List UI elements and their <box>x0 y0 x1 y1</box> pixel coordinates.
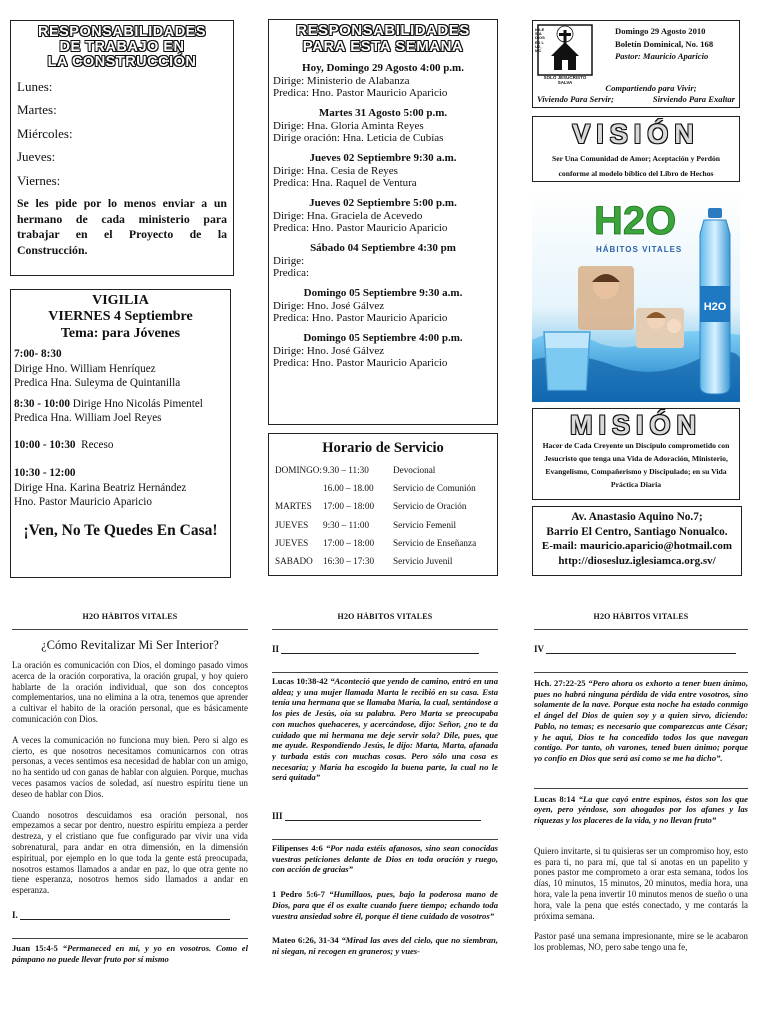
verse-block <box>272 935 498 956</box>
section-label: IV <box>534 644 544 654</box>
schedule-line: Dirige oración: Hna. Leticia de Cubías <box>273 132 444 144</box>
logo-text-bottom: SOLO JESUCRISTO SALVA <box>543 75 587 85</box>
vigil-closing: ¡Ven, No Te Quedes En Casa! <box>23 521 218 539</box>
vigil-box <box>10 289 231 578</box>
verse-ref: Mateo 6:26, 31-34 <box>272 935 339 946</box>
section-label: III <box>272 811 283 822</box>
mission-text: Hacer de Cada Creyente un Discípulo comprometido con Jesucristo que tenga una Vida de Adoración, Ministerio, Evangelismo, Compañerismo y Discipulado; en su Vida Práctica Diaria <box>542 441 730 489</box>
motto-line-1: Compartiendo para Vivir; <box>605 83 697 93</box>
service-day: JUEVES <box>275 537 309 548</box>
schedule-line: Dirige: Hna. Graciela de Acevedo <box>273 209 423 222</box>
service-row <box>275 479 491 497</box>
schedule-line: Dirige: Hno. José Gálvez <box>273 299 385 312</box>
vigil-date: VIERNES 4 Septiembre <box>48 309 193 324</box>
church-logo-icon <box>537 24 593 82</box>
service-time: 17:00 – 18:00 <box>323 501 375 512</box>
schedule-head: Sábado 04 Septiembre 4:30 pm <box>310 241 456 254</box>
motto-part-b: Sirviendo Para Exaltar <box>652 94 735 104</box>
address-box <box>532 506 742 576</box>
service-day: SABADO <box>275 556 313 567</box>
section-i <box>12 910 248 920</box>
verse-text: “Por nada estéis afanosos, sino sean conocidas vuestras peticiones delante de Dios en toda oración y ruego, con acción de gracias” <box>272 843 498 875</box>
schedule-line: Predica: Hno. Pastor Mauricio Aparicio <box>273 357 448 369</box>
work-title-line-1: RESPONSABILIDADES <box>37 24 207 40</box>
schedule-line: Dirige: <box>273 254 305 267</box>
schedule-line: Dirige: Hno. José Gálvez <box>273 344 385 357</box>
vigil-line: Predica Hna. Suleyma de Quintanilla <box>14 377 181 389</box>
schedule-item <box>273 332 493 370</box>
verse-ref: Filipenses 4:6 <box>272 843 323 854</box>
service-day: MARTES <box>275 501 312 512</box>
verse-text: “Humillaos, pues, bajo la poderosa mano de Dios, para que él os exalte cuando fuere tiempo; echando toda vuestra ansiedad sobre él, porque él tiene cuidado de vosotros” <box>272 889 498 921</box>
bottle-label: H2O <box>703 301 727 313</box>
verse-ref: Lucas 8:14 <box>534 793 576 804</box>
address-website[interactable]: http://diosesluz.iglesiamca.org.sv/ <box>558 554 716 567</box>
column-1 <box>12 612 248 1024</box>
week-title-line-2: PARA ESTA SEMANA <box>302 37 464 55</box>
service-row <box>275 461 491 479</box>
mission-title: MISIÓN <box>569 410 702 440</box>
verse-text: “La que cayó entre espinos, éstos son los que oyen, pero yéndose, son ahogados por los afanes y las riquezas y los placeres de la vida, y no llevan fruto” <box>534 793 748 826</box>
h2o-ad-image <box>532 190 740 402</box>
section-iii <box>272 811 498 821</box>
article-paragraph: Cuando nosotros descuidamos esa oración personal, nos empezamos a secar por dentro, nuestro espíritu empieza a perder destreza, y el cristiano que fue configurado par vivir una vida sobrenatural, para andar en otra dimensión, en la dimensión espiritual, por ejemplo en lo que toda la gente está preocupada, nosotros estamos llamados a andar en paz, lo que otra gente no tiene esperanza, nosotros hemos sido llamados a andar en esperanza. <box>12 809 248 896</box>
week-responsibilities-box <box>268 19 498 425</box>
schedule-line: Dirige: Ministerio de Alabanza <box>273 74 410 87</box>
bulletin-date: Domingo 29 Agosto 2010 <box>615 26 706 36</box>
vigil-line: Dirige Hna. Karina Beatriz Hernández <box>14 481 187 494</box>
vigil-line: Dirige Hno Nicolás Pimentel <box>72 397 203 410</box>
address-line-2: Barrio El Centro, Santiago Nonualco. <box>546 525 728 538</box>
service-row <box>275 552 491 570</box>
week-title <box>273 23 493 55</box>
vigil-time-2: 8:30 - 10:00 <box>14 397 70 410</box>
vigil-block-2 <box>14 397 227 426</box>
week-title-line-1: RESPONSABILIDADES <box>296 22 470 39</box>
work-note: Se les pide por lo menos enviar a un hermano de cada ministerio para trabajar en el Proyecto de la Construcción. <box>17 196 227 257</box>
service-row <box>275 497 491 515</box>
service-time: 9:30 – 11:00 <box>323 519 370 530</box>
church-logo <box>535 24 593 85</box>
verse-text: “Pero ahora os exhorto a tener buen ánimo, pues no habrá ninguna pérdida de vida entre vosotros, sino solamente de la nave. Porque esta noche ha estado conmigo el ángel del Dios de quien soy y a quien sirvo, diciendo: Pablo, no temas; es necesario que comparezcas ante César; y he aquí, Dios te ha concedido todos los que navegan contigo. Por tanto, oh varones, tened buen ánimo; porque yo confío en Dios que será así como se me ha dicho”. <box>534 678 748 763</box>
schedule-item <box>273 107 493 145</box>
verse-block <box>272 676 498 783</box>
service-day: JUEVES <box>275 519 309 530</box>
closing-paragraph: Pastor pasé una semana impresionante, mire se le acabaron los problemas, NO, pero sabe tengo una fe, <box>534 931 748 953</box>
column-3-header: H2O HÁBITOS VITALES <box>593 612 689 621</box>
verse-text: “Permaneced en mí, y yo en vosotros. Como el pámpano no puede llevar fruto por sí mismo <box>12 942 248 964</box>
blank-line <box>546 644 736 654</box>
section-label: II <box>272 644 280 654</box>
section-ii <box>272 644 498 654</box>
verse-text: “Mirad las aves del cielo, que no siembran, ni siegan, ni recogen en graneros; y vues- <box>272 935 498 956</box>
column-3 <box>534 612 748 1024</box>
vigil-line: Receso <box>81 438 114 451</box>
verse-ref: Lucas 10:38-42 <box>272 676 328 686</box>
vigil-time-4: 10:30 - 12:00 <box>14 467 76 479</box>
schedule-line: Dirige: Hna. Cesia de Reyes <box>273 164 398 177</box>
schedule-head: Domingo 05 Septiembre 4:00 p.m. <box>303 331 463 344</box>
vigil-title: VIGILIA <box>92 293 149 308</box>
schedule-line: Dirige: Hna. Gloria Aminta Reyes <box>273 119 424 132</box>
day-tuesday: Martes: <box>17 102 57 118</box>
motto-part-a: Viviendo Para Servir; <box>537 94 614 104</box>
service-day: DOMINGO: <box>275 465 322 475</box>
closing-text <box>534 846 748 953</box>
work-title <box>17 25 227 71</box>
work-title-line-3: LA CONSTRUCCIÓN <box>47 54 197 71</box>
schedule-item <box>273 287 493 325</box>
service-time: 9.30 – 11:30 <box>323 465 369 475</box>
verse-ref: Juan 15:4-5 <box>12 942 58 953</box>
verse-block <box>272 843 498 875</box>
work-title-line-2: DE TRABAJO EN <box>59 39 185 56</box>
bulletin-pastor: Pastor: Mauricio Aparicio <box>615 51 709 61</box>
mission-box <box>532 408 740 500</box>
section-label: I. <box>12 909 18 920</box>
vigil-time-1: 7:00- 8:30 <box>14 348 62 360</box>
vigil-line: Predica Hna. William Joel Reyes <box>14 412 162 424</box>
article-paragraph: La oración es comunicación con Dios, el domingo pasado vimos acerca de la oración corporativa, la oración grupal, y hoy quiero hablarte de la oración individual, que son dos conceptos complementarios, una no elimina a la otra, tenemos que aprender a cultivar el habito de la oración personal, que es básicamente comunicación con Dios. <box>12 660 248 724</box>
service-name: Servicio Femenil <box>393 519 457 530</box>
week-schedule <box>273 62 493 370</box>
verse-block <box>272 889 498 921</box>
blank-line <box>20 910 230 920</box>
schedule-item <box>273 62 493 100</box>
section-iv <box>534 644 748 654</box>
article-body <box>12 660 248 896</box>
bulletin-motto <box>535 83 737 105</box>
service-name: Servicio de Comunión <box>393 483 476 494</box>
schedule-line: Predica: Hna. Raquel de Ventura <box>273 177 417 189</box>
address-email[interactable]: E-mail: mauricio.aparicio@hotmail.com <box>541 540 733 552</box>
verse-block <box>12 943 248 964</box>
schedule-item <box>273 242 493 280</box>
work-responsibilities-box <box>10 20 234 276</box>
vision-line-2: conforme al modelo bíblico del Libro de Hechos <box>558 169 714 178</box>
vigil-theme: Tema: para Jóvenes <box>60 326 181 341</box>
column-2 <box>272 612 498 1024</box>
schedule-line: Predica: Hno. Pastor Mauricio Aparicio <box>273 312 448 324</box>
service-time: 17:00 – 18:00 <box>323 537 375 548</box>
vision-line-1: Ser Una Comunidad de Amor; Aceptación y Perdón <box>552 154 720 163</box>
vision-title: VISIÓN <box>572 119 700 149</box>
schedule-head: Domingo 05 Septiembre 9:30 a.m. <box>303 286 463 299</box>
vigil-block-1 <box>14 347 227 391</box>
vigil-line: Dirige Hno. William Henríquez <box>14 362 156 375</box>
schedule-item <box>273 152 493 190</box>
schedule-line: Predica: Hno. Pastor Mauricio Aparicio <box>273 222 448 234</box>
schedule-head: Hoy, Domingo 29 Agosto 4:00 p.m. <box>302 61 464 74</box>
closing-paragraph: Quiero invitarte, si tu quisieras ser un compromiso hoy, esto es para ti, no para mí, que tal si anotas en un papelito y pones pastor me comprometo a orar esta semana, todos los días, 10 minutos, 15 minutos, 20 minutos, media hora, una hora, vale la pena invertir 10 minutos menos de sueño o una hora, vale la pena que estés conectado, y me contarás la próxima semana. <box>534 845 748 921</box>
service-row <box>275 534 491 552</box>
verse-text: “Aconteció que yendo de camino, entró en una aldea; y una mujer llamada Marta le recibió en su casa. Esta tenía una hermana que se llamaba María, la cual, sentándose a los pies de Jesús, oía su palabra. Pero Marta se preocupaba con muchos quehaceres, y acercándose, dijo: Señor, ¿no te da cuidado que mi hermana me deje servir sola? Dile, pues, que me ayude. Respondiendo Jesús, le dijo: Marta, Marta, afanada y turbada estás con muchas cosas. Pero sólo una cosa es necesaria; y María ha escogido la buena parte, la cual no le será quitada” <box>272 676 498 783</box>
blank-line <box>281 644 479 654</box>
schedule-line: Predica: Hno. Pastor Mauricio Aparicio <box>273 87 448 99</box>
column-1-header: H2O HÁBITOS VITALES <box>82 612 178 621</box>
schedule-line: Predica: <box>273 267 310 279</box>
vigil-block-4 <box>14 466 227 510</box>
verse-ref: 1 Pedro 5:6-7 <box>272 889 325 900</box>
motto-line-2 <box>535 94 737 105</box>
bulletin-info <box>599 25 737 63</box>
column-2-header: H2O HÁBITOS VITALES <box>337 612 433 621</box>
vigil-time-3: 10:00 - 10:30 <box>14 438 76 451</box>
service-name: Servicio de Oración <box>393 501 467 512</box>
verse-block <box>534 794 748 826</box>
logo-text-top: IGLESIA DIOS ES LUZ, MC <box>535 27 545 54</box>
service-name: Servicio de Enseñanza <box>393 537 477 548</box>
service-time: 16.00 – 18.00 <box>323 483 374 494</box>
service-hours-box <box>268 433 498 576</box>
service-name: Servicio Juvenil <box>393 556 453 567</box>
day-monday: Lunes: <box>17 78 53 94</box>
day-wednesday: Miércoles: <box>17 125 73 141</box>
h2o-brand: H2O <box>594 199 677 243</box>
schedule-head: Jueves 02 Septiembre 5:00 p.m. <box>309 196 457 209</box>
address-line-1: Av. Anastasio Aquino No.7; <box>571 511 703 523</box>
day-friday: Viernes: <box>17 172 61 188</box>
vigil-line: Hno. Pastor Mauricio Aparicio <box>14 496 152 508</box>
schedule-item <box>273 197 493 235</box>
h2o-ad-graphic <box>532 190 740 402</box>
bulletin-header-box <box>532 20 740 108</box>
article-paragraph: A veces la comunicación no funciona muy bien. Pero si algo es cierto, es que nosotros necesitamos comunicarnos con otras personas, a veces sentimos esa necesidad de hablar con un amigo, no ha sentido ud con ganas de hablar con alguien. Porque, muchas veces pasamos vacíos de soledad, así nuestro espíritu tiene un deseo de hablar con Dios. <box>12 734 248 799</box>
vision-box <box>532 116 740 182</box>
schedule-head: Martes 31 Agosto 5:00 p.m. <box>318 106 448 119</box>
schedule-head: Jueves 02 Septiembre 9:30 a.m. <box>309 151 457 164</box>
bulletin-number: Boletín Dominical, No. 168 <box>615 38 714 49</box>
service-hours-title: Horario de Servicio <box>322 440 444 456</box>
work-days-list <box>17 75 227 193</box>
service-day <box>275 479 323 497</box>
service-row <box>275 516 491 534</box>
h2o-tagline: HÁBITOS VITALES <box>596 245 683 254</box>
service-hours-table <box>275 461 491 570</box>
service-time: 16:30 – 17:30 <box>323 556 375 567</box>
article-title: ¿Cómo Revitalizar Mi Ser Interior? <box>41 638 219 652</box>
vigil-block-3 <box>14 438 227 453</box>
verse-block <box>534 678 748 764</box>
day-thursday: Jueves: <box>17 149 56 165</box>
service-name: Devocional <box>393 465 436 475</box>
verse-ref: Hch. 27:22-25 <box>534 678 586 688</box>
blank-line <box>285 811 481 821</box>
